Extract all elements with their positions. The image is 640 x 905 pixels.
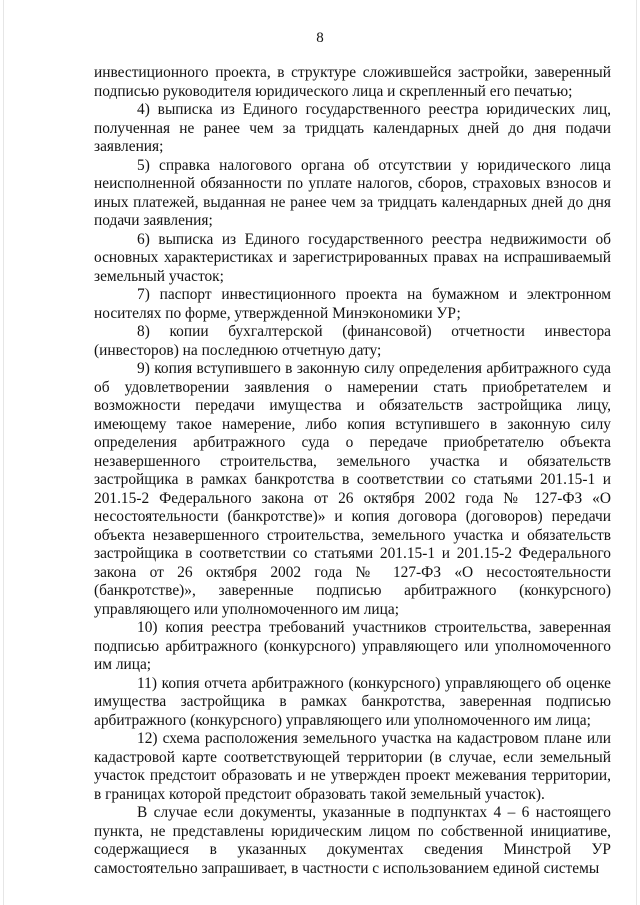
paragraph-closing: В случае если документы, указанные в подпунктах 4 – 6 настоящего пункта, не представлены юридическим лицом по собственной инициативе, содержащиеся в указанных документах сведения Минстрой УР самостоятельно запрашивает, в частности с использованием единой системы <box>94 804 611 877</box>
document-body <box>94 64 611 878</box>
paragraph-item-5: 5) справка налогового органа об отсутствии у юридического лица неисполненной обязанности по уплате налогов, сборов, страховых взносов и иных платежей, выданная не ранее чем за тридцать календарных дней до дня подачи заявления; <box>94 156 611 229</box>
paragraph-continuation: инвестиционного проекта, в структуре сложившейся застройки, заверенный подписью руководителя юридического лица и скрепленный его печатью; <box>94 64 611 100</box>
page-number: 8 <box>316 30 324 46</box>
paragraph-item-12: 12) схема расположения земельного участка на кадастровом плане или кадастровой карте соответствующей территории (в случае, если земельный участок предстоит образовать и не утвержден проект межевания территории, в границах которой предстоит образовать такой земельный участок). <box>94 730 611 803</box>
paragraph-item-7: 7) паспорт инвестиционного проекта на бумажном и электронном носителях по форме, утвержденной Минэкономики УР; <box>94 286 611 322</box>
paragraph-item-11: 11) копия отчета арбитражного (конкурсного) управляющего об оценке имущества застройщика в рамках банкротства, заверенная подписью арбитражного (конкурсного) управляющего или уполномоченного им лица; <box>94 674 611 729</box>
paragraph-item-9: 9) копия вступившего в законную силу определения арбитражного суда об удовлетворении заявления о намерении стать приобретателем и возможности передачи имущества и обязательств застройщика лицу, имеющему такое намерение, либо копия вступившего в законную силу определения арбитражного суда о передаче приобретателю объекта незавершенного строительства, земельного участка и обязательств застройщика в рамках банкротства в соответствии со статьями 201.15-1 и 201.15-2 Федерального закона от 26 октября 2002 года № 127-ФЗ «О несостоятельности (банкротстве)» и копия договора (договоров) передачи объекта незавершенного строительства, земельного участка и обязательств застройщика в соответствии со статьями 201.15-1 и 201.15-2 Федерального закона от 26 октября 2002 года № 127-ФЗ «О несостоятельности (банкротстве)», заверенные подписью арбитражного (конкурсного) управляющего или уполномоченного им лица; <box>94 360 611 618</box>
paragraph-item-4: 4) выписка из Единого государственного реестра юридических лиц, полученная не ранее чем за тридцать календарных дней до дня подачи заявления; <box>94 101 611 155</box>
paragraph-item-6: 6) выписка из Единого государственного реестра недвижимости об основных характеристиках и зарегистрированных правах на испрашиваемый земельный участок; <box>94 230 611 285</box>
paragraph-item-8: 8) копии бухгалтерской (финансовой) отчетности инвестора (инвесторов) на последнюю отчетную дату; <box>94 323 611 359</box>
scan-edge-left <box>3 0 4 905</box>
scan-edge-right <box>636 0 637 905</box>
paragraph-item-10: 10) копия реестра требований участников строительства, заверенная подписью арбитражного (конкурсного) управляющего или уполномоченного им лица; <box>94 619 611 673</box>
